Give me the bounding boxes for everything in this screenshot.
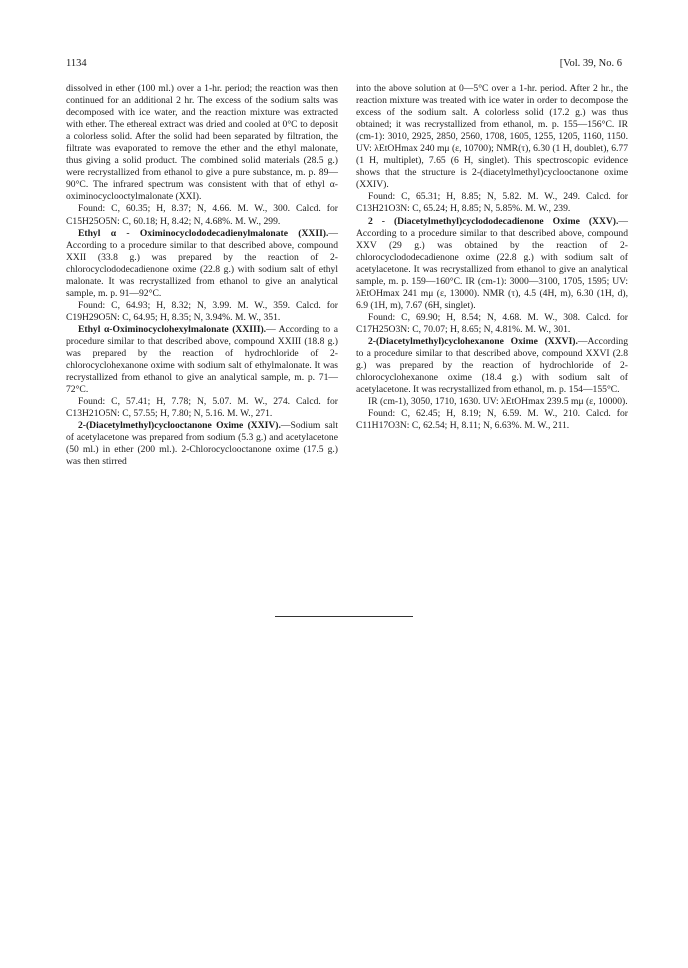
elemental-analysis: Found: C, 57.41; H, 7.78; N, 5.07. M. W., 274. Calcd. for C13H21O5N: C, 57.55; H, 7.80; N, 5.16. M. W., 271. <box>66 396 338 420</box>
compound-section <box>356 336 628 396</box>
left-column <box>66 83 338 469</box>
compound-heading: 2 - (Diacetylmethyl)cyclododecadienone Oxime (XXV). <box>368 215 619 227</box>
elemental-analysis: Found: C, 60.35; H, 8.37; N, 4.66. M. W., 300. Calcd. for C15H25O5N: C, 60.18; H, 8.42; N, 4.68%. M. W., 299. <box>66 203 338 227</box>
compound-section <box>356 216 628 312</box>
elemental-analysis: Found: C, 62.45; H, 8.19; N, 6.59. M. W., 210. Calcd. for C11H17O3N: C, 62.54; H, 8.11; N, 6.63%. M. W., 211. <box>356 408 628 432</box>
compound-heading: 2-(Diacetylmethyl)cyclohexanone Oxime (XXVI). <box>368 335 578 347</box>
compound-section <box>66 228 338 300</box>
volume-issue: [Vol. 39, No. 6 <box>559 58 622 69</box>
compound-heading: Ethyl α-Oximinocyclohexylmalonate (XXIII). <box>78 323 267 335</box>
paragraph: dissolved in ether (100 ml.) over a 1-hr. period; the reaction was then continued for an additional 2 hr. The excess of the sodium salts was decomposed with ice water, and the reaction mixture was extracted with ether. The ethereal extract was dried and cooled at 0°C to deposit a colorless solid. After the solid had been separated by filtration, the filtrate was evaporated to remove the ether and the ethyl malonate, thus giving a solid product. The combined solid materials (28.5 g.) were recrystallized from ethanol to give a pure substance, m. p. 89—90°C. The infrared spectrum was consistent with that of ethyl α-oximinocyclooctylmalonate (XXI). <box>66 83 338 203</box>
compound-heading: Ethyl α - Oximinocyclododecadienylmalonate (XXII). <box>78 227 329 239</box>
paragraph: —Sodium salt of acetylacetone was prepared from sodium (5.3 g.) and acetylacetone (50 ml.) in ether (200 ml.). 2-Chlorocyclooctanone oxime (17.5 g.) was then stirred <box>66 420 338 468</box>
elemental-analysis: Found: C, 65.31; H, 8.85; N, 5.82. M. W., 249. Calcd. for C13H21O3N: C, 65.24; H, 8.85; N, 5.85%. M. W., 239. <box>356 191 628 215</box>
compound-section <box>66 420 338 468</box>
elemental-analysis: Found: C, 64.93; H, 8.32; N, 3.99. M. W., 359. Calcd. for C19H29O5N: C, 64.95; H, 8.35; N, 3.94%. M. W., 351. <box>66 299 338 323</box>
right-column <box>356 83 628 432</box>
compound-heading: 2-(Diacetylmethyl)cyclooctanone Oxime (XXIV). <box>78 420 281 432</box>
paragraph: —According to a procedure similar to that described above, compound XXII (33.8 g.) was prepared by the reaction of 2-chlorocyclododecadienone oxime (22.8 g.) with sodium salt of ethyl malonate. It was recrystallized from ethanol to give an analytical sample, m. p. 91—92°C. <box>66 227 338 299</box>
paragraph: —According to a procedure similar to that described above, compound XXVI (2.8 g.) was prepared by the reaction of hydrochloride of 2-chlorocyclohexanone oxime (18.4 g.) with sodium salt of acetylacetone. It was recrystallized from ethanol, m. p. 154—155°C. <box>356 335 628 396</box>
end-rule <box>275 616 413 617</box>
paragraph: —According to a procedure similar to that described above, compound XXV (29 g.) was obtained by the reaction of 2-chlorocyclododecadienone oxime (22.8 g.) with sodium salt of acetylacetone. It was recrystallized from ethanol to give an analytical sample, m. p. 159—160°C. IR (cm-1): 3000—3100, 1705, 1595; UV: λEtOHmax 241 mμ (ε, 13000). NMR (τ), 4.5 (4H, m), 6.30 (1H, d), 6.9 (1H, m), 7.67 (6H, singlet). <box>356 215 628 311</box>
paragraph: into the above solution at 0—5°C over a 1-hr. period. After 2 hr., the reaction mixture was treated with ice water in order to decompose the excess of the sodium salt. A colorless solid (17.2 g.) was thus obtained; it was recrystallized from ethanol, m. p. 155—156°C. IR (cm-1): 3010, 2925, 2850, 2560, 1708, 1605, 1255, 1205, 1160, 1150. UV: λEtOHmax 240 mμ (ε, 10700); NMR(τ), 6.30 (1 H, doublet), 6.77 (1 H, multiplet), 7.65 (6 H, singlet). This spectroscopic evidence shows that the structure is 2-(diacetylmethyl)cyclooctanone oxime (XXIV). <box>356 83 628 191</box>
compound-section <box>66 324 338 396</box>
elemental-analysis: Found: C, 69.90; H, 8.54; N, 4.68. M. W., 308. Calcd. for C17H25O3N: C, 70.07; H, 8.65; N, 4.81%. M. W., 301. <box>356 311 628 335</box>
paragraph: — According to a procedure similar to that described above, compound XXIII (18.8 g.) was prepared by the reaction of hydrochloride of 2-chlorocyclohexanone oxime with sodium salt of ethylmalonate. It was recrystallized from ethanol to give an analytical sample, m. p. 71—72°C. <box>66 323 338 396</box>
spectral-data: IR (cm-1), 3050, 1710, 1630. UV: λEtOHmax 239.5 mμ (ε, 10000). <box>368 396 628 408</box>
page-number: 1134 <box>66 58 87 69</box>
